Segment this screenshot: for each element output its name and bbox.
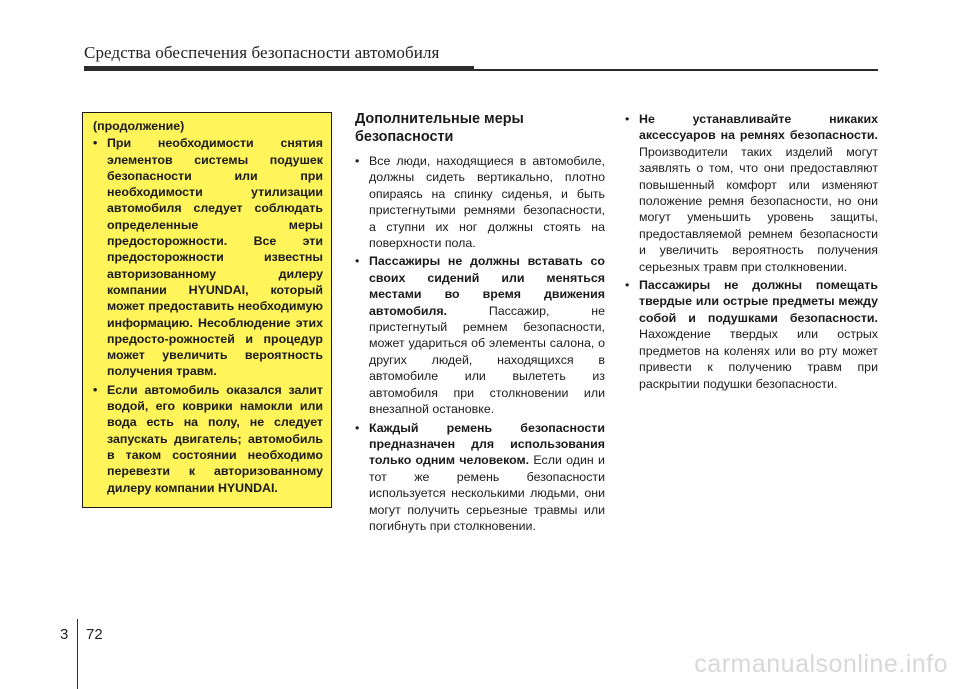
item-bold-text: Пассажиры не должны вставать со своих сидений или меняться местами во время движения автомобиля. — [369, 254, 605, 318]
item-text: Если один и тот же ремень безопасности используется несколькими людьми, они могут получить серьезные травмы или погибнуть при столкновении. — [369, 453, 605, 533]
item-bold-text: Не устанавливайте никаких аксессуаров на ремнях безопасности. — [639, 112, 878, 143]
item-text: Производители таких изделий могут заявлять о том, что они предоставляют повышенный комфорт или изменяют положение ремня безопасности, но они могут уменьшить уровень защиты, предоставляемой ремнем безопасности и увеличить вероятность получения серьезных травм при столкновении. — [639, 144, 878, 274]
item-text: Пассажир, не пристегнутый ремнем безопасности, может удариться об элементы салона, о других людей, находящихся в автомобиле или вылететь из автомобиля при столкновении или внезапной остановке. — [369, 303, 605, 417]
caution-heading: (продолжение) — [93, 119, 185, 133]
additional-safety-column — [355, 111, 605, 534]
caution-box — [82, 112, 332, 508]
header-rule-thin — [474, 69, 878, 71]
list-item — [355, 153, 605, 251]
list-item — [355, 420, 605, 535]
caution-item: • При необходимости снятия элементов системы подушек безопасности или при необходимости утилизации автомобиля следует соблюдать определенные меры предосторожности. Все эти предосторожности известны авторизованному дилеру компании HYUNDAI, который может предоставить необходимую информацию. Несоблюдение этих предосто-рожностей и процедур может увеличить вероятность получения травм. — [91, 135, 323, 379]
item-bold-text: Пассажиры не должны помещать твердые или острые предметы между собой и подушками безопасности. — [639, 278, 878, 325]
section-title: Дополнительные меры безопасности — [355, 111, 524, 145]
item-text: Нахождение твердых или острых предметов на коленях или во рту может привести к получению травм при раскрытии подушки безопасности. — [639, 327, 878, 391]
item-text: Все люди, находящиеся в автомобиле, должны сидеть вертикально, плотно опираясь на спинку сиденья, и быть пристегнутыми ремнями безопасности, а ступни их ног должны стоять на поверхности пола. — [369, 154, 605, 251]
right-column — [625, 111, 878, 392]
header-rule-thick — [84, 66, 474, 71]
list-item — [355, 253, 605, 417]
list-item — [625, 111, 878, 275]
item-bold-text: Каждый ремень безопасности предназначен для использования только одним человеком. — [369, 420, 605, 468]
page-number-divider — [77, 619, 78, 689]
caution-item: • Если автомобиль оказался залит водой, его коврики намокли или вода есть на полу, не следует запускать двигатель; автомобиль в таком состоянии необходимо перевезти к авторизованному дилеру компании HYUNDAI. — [91, 382, 323, 496]
page-header-title: Средства обеспечения безопасности автомобиля — [84, 43, 440, 62]
page-section-number: 3 — [60, 626, 69, 643]
list-item — [625, 277, 878, 392]
page-number: 72 — [86, 626, 103, 643]
watermark: carmanualsonline.info — [694, 650, 948, 678]
